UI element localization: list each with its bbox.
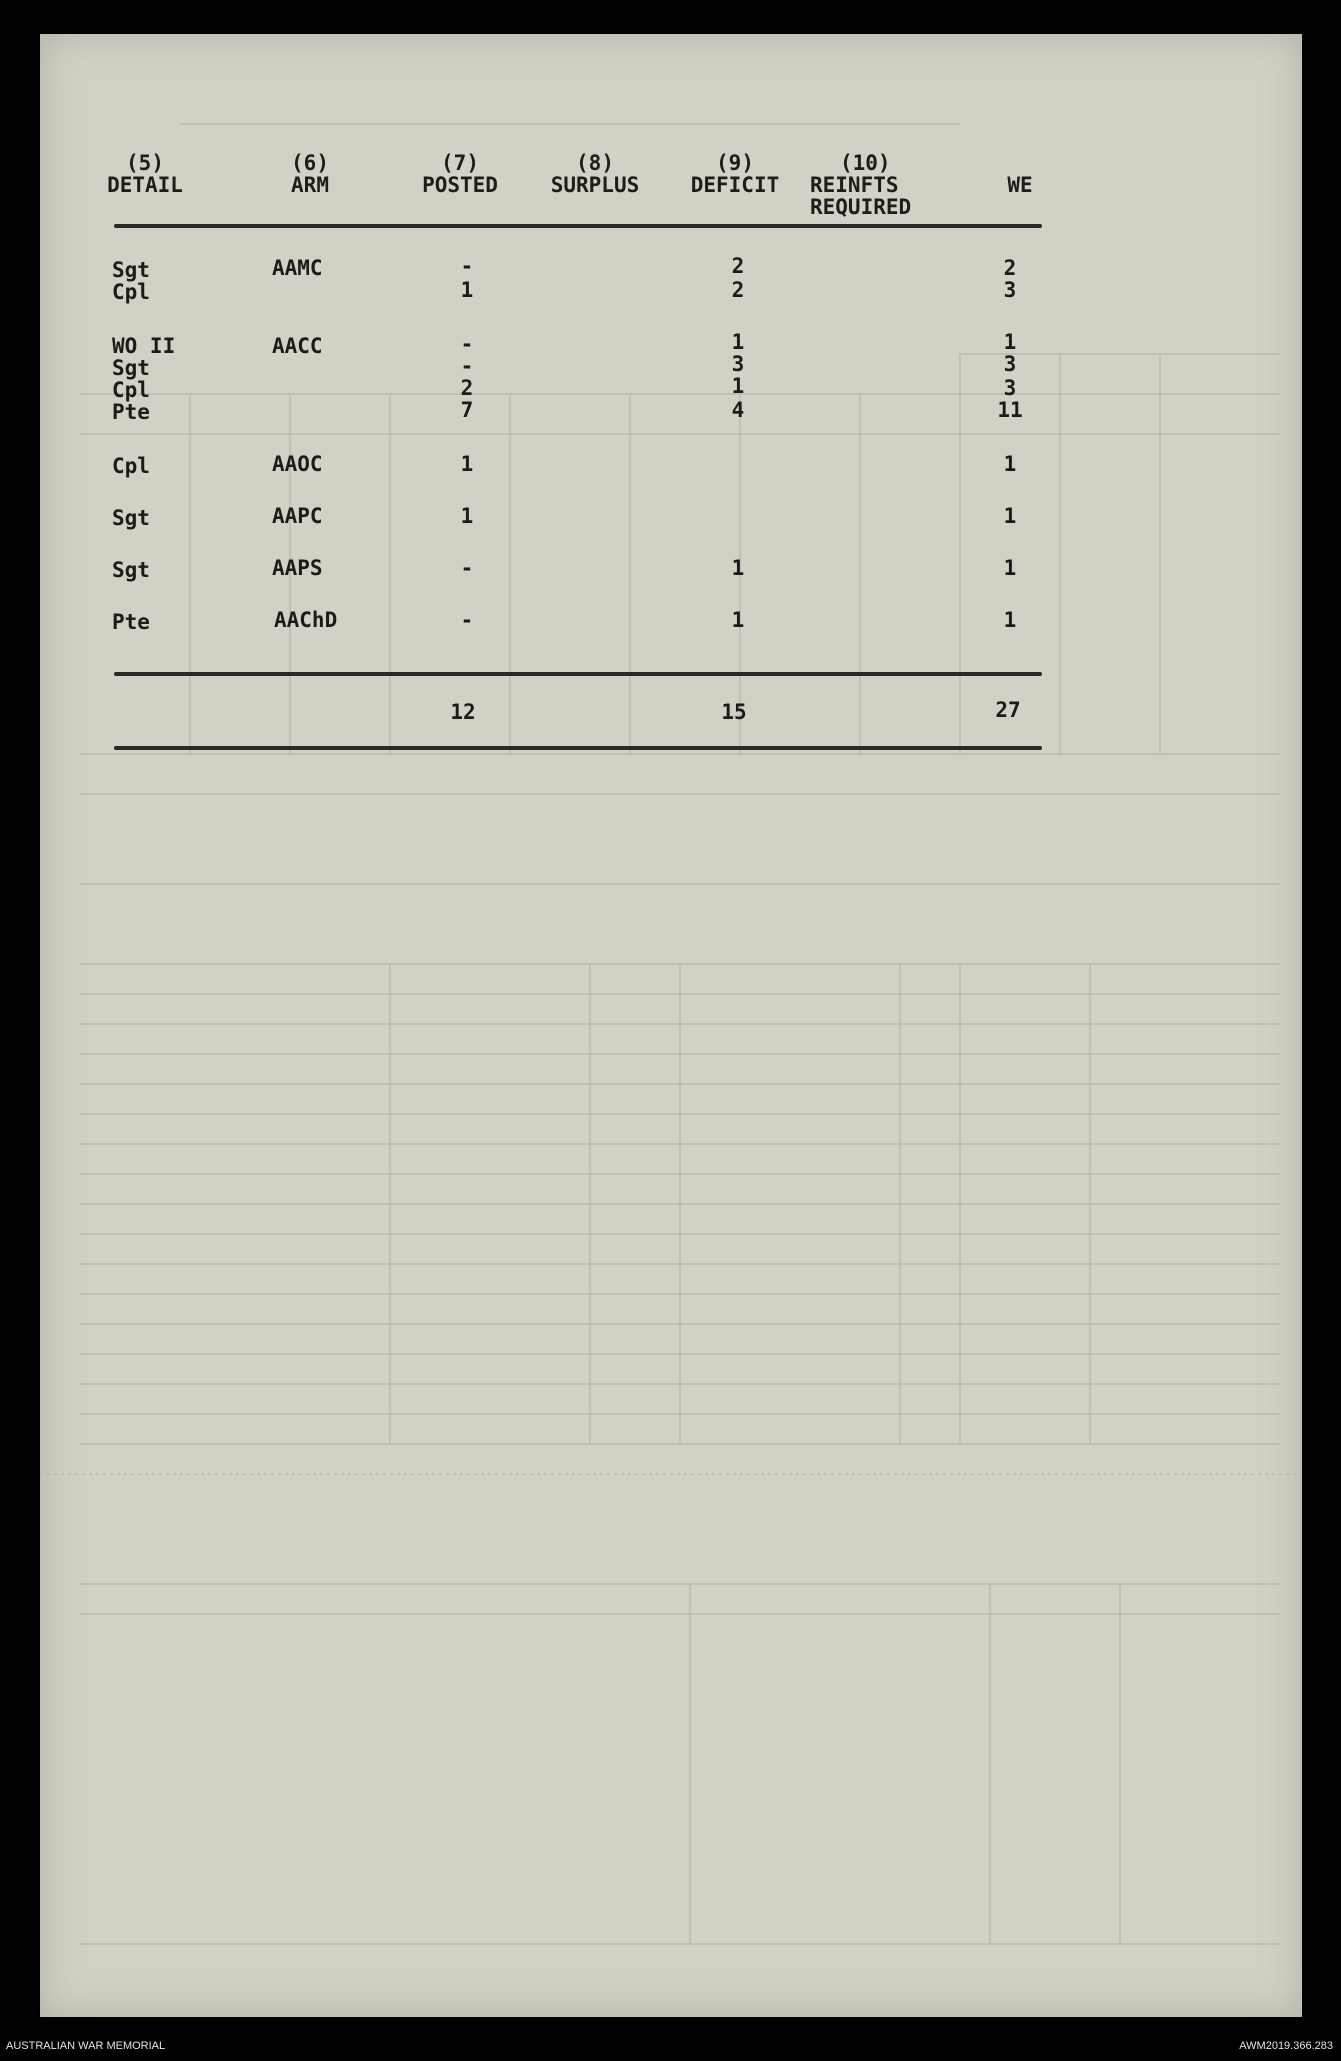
column-header-we: WE <box>1007 173 1033 197</box>
cell-we: 2 <box>1003 256 1017 280</box>
column-header-deficit: (9) DEFICIT <box>690 151 780 197</box>
cell-detail: Sgt <box>112 356 150 380</box>
cell-arm: AAPS <box>272 556 323 580</box>
cell-we: 1 <box>1003 330 1017 354</box>
footer-credit: AUSTRALIAN WAR MEMORIAL <box>6 2040 166 2052</box>
totals-rule-bottom <box>114 746 1042 750</box>
cell-posted: 1 <box>460 278 474 302</box>
cell-deficit: 1 <box>731 374 745 398</box>
cell-deficit: 4 <box>731 398 745 422</box>
cell-posted: - <box>460 354 474 378</box>
column-header-posted: (7) POSTED <box>422 151 498 197</box>
column-header-detail: (5) DETAIL <box>107 151 183 197</box>
cell-detail: Cpl <box>112 454 150 478</box>
cell-posted: 7 <box>460 398 474 422</box>
cell-we: 3 <box>1003 352 1017 376</box>
cell-detail: Sgt <box>112 258 150 282</box>
cell-we: 1 <box>1003 452 1017 476</box>
cell-we: 3 <box>1003 278 1017 302</box>
cell-posted: - <box>460 556 474 580</box>
cell-arm: AAChD <box>274 608 338 632</box>
cell-deficit: 1 <box>731 330 745 354</box>
cell-arm: AAOC <box>272 452 323 476</box>
cell-detail: Sgt <box>112 558 150 582</box>
cell-detail: Pte <box>112 400 150 424</box>
footer-accession-number: AWM2019.366.283 <box>1239 2040 1333 2052</box>
cell-arm: AACC <box>272 334 323 358</box>
total-posted: 12 <box>450 700 476 724</box>
cell-we: 11 <box>997 398 1023 422</box>
cell-posted: 1 <box>460 504 474 528</box>
document-sheet <box>40 34 1302 2017</box>
cell-posted: 1 <box>460 452 474 476</box>
cell-detail: Cpl <box>112 378 150 402</box>
cell-posted: 2 <box>460 376 474 400</box>
cell-posted: - <box>460 332 474 356</box>
column-header-arm: (6) ARM <box>291 151 329 197</box>
cell-we: 1 <box>1003 556 1017 580</box>
cell-deficit: 2 <box>731 278 745 302</box>
cell-we: 1 <box>1003 504 1017 528</box>
cell-posted: - <box>460 608 474 632</box>
cell-we: 3 <box>1003 376 1017 400</box>
header-rule <box>114 224 1042 228</box>
cell-posted: - <box>460 254 474 278</box>
cell-deficit: 3 <box>731 352 745 376</box>
cell-detail: Pte <box>112 610 150 634</box>
cell-arm: AAPC <box>272 504 323 528</box>
cell-arm: AAMC <box>272 256 323 280</box>
cell-detail: Sgt <box>112 506 150 530</box>
cell-detail: Cpl <box>112 280 150 304</box>
total-deficit: 15 <box>721 700 747 724</box>
column-header-surplus: (8) SURPLUS <box>550 151 640 197</box>
total-we: 27 <box>995 698 1021 722</box>
column-header-reinfts-required: (10) REINFTS REQUIRED <box>810 151 912 219</box>
cell-detail: WO II <box>112 334 176 358</box>
cell-we: 1 <box>1003 608 1017 632</box>
totals-rule-top <box>114 672 1042 676</box>
cell-deficit: 1 <box>731 608 745 632</box>
show-through-form-background <box>40 34 1302 2017</box>
cell-deficit: 2 <box>731 254 745 278</box>
cell-deficit: 1 <box>731 556 745 580</box>
